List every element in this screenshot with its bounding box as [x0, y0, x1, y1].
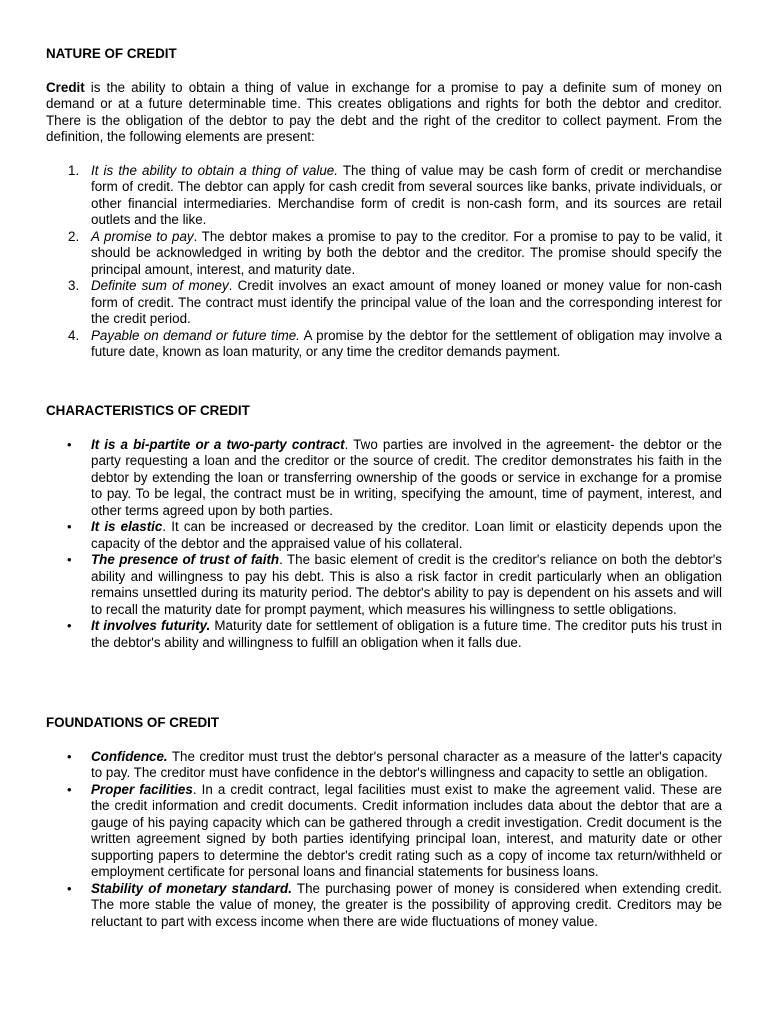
bullet-icon: •	[67, 519, 72, 534]
item-lead: A promise to pay	[91, 228, 194, 244]
item-text: Maturity date for settlement of obligation is a future time. The creditor puts his trust in the debtor's ability and willingness to fulfill an obligation when it falls due.	[91, 618, 722, 650]
item-text: . In a credit contract, legal facilities must exist to make the agreement valid. These are the credit information and credit documents. Credit information includes data about the debtor that are a gauge of his paying capacity which can be gathered through a credit investigation. Credit document is the written agreement signed by both parties identifying principal loan, interest, and maturity date or other supporting papers to determine the debtor's credit rating such as a copy of income tax return/withheld or employment certificate for personal loans and financial statements for business loans.	[91, 781, 722, 879]
bullet-icon: •	[67, 552, 72, 567]
item-number: 3.	[68, 278, 80, 293]
nature-intro	[46, 80, 722, 146]
list-item	[46, 278, 722, 328]
item-lead: Stability of monetary standard.	[91, 880, 292, 896]
item-lead: Payable on demand or future time.	[91, 327, 300, 343]
item-lead: Proper facilities	[91, 781, 193, 797]
item-text: A promise by the debtor for the settlement of obligation may involve a future date, known as loan maturity, or any time the creditor demands payment.	[91, 327, 722, 359]
foundations-list	[46, 749, 722, 931]
characteristics-list	[46, 437, 722, 652]
item-lead: Confidence.	[91, 748, 168, 764]
characteristics-heading: CHARACTERISTICS OF CREDIT	[46, 403, 250, 418]
item-text: . The debtor makes a promise to pay to the creditor. For a promise to pay to be valid, it should be acknowledged in writing by both the debtor and the creditor. The promise should specify the principal amount, interest, and maturity date.	[91, 228, 723, 277]
item-number: 2.	[68, 228, 80, 244]
item-lead: It is the ability to obtain a thing of value.	[91, 162, 338, 178]
item-lead: It involves futurity.	[91, 618, 211, 633]
list-item	[46, 437, 722, 520]
bullet-icon: •	[67, 436, 72, 452]
bullet-icon: •	[67, 781, 72, 797]
bullet-icon: •	[67, 880, 72, 896]
item-text: The thing of value may be cash form of credit or merchandise form of credit. The debtor can apply for cash credit from several sources like banks, private individuals, or other financial intermediaries. Merchandise form of credit is non-cash form, and its sources are retail outlets and the like.	[91, 162, 723, 227]
nature-section	[46, 46, 722, 361]
list-item	[46, 749, 722, 782]
item-text: The purchasing power of money is considered when extending credit. The more stable the value of money, the greater is the possibility of approving credit. Creditors may be reluctant to part with excess income when there are wide fluctuations of money value.	[91, 880, 723, 929]
item-text: . Credit involves an exact amount of money loaned or money value for non-cash form of credit. The contract must identify the principal value of the loan and the corresponding interest for the credit period.	[91, 278, 722, 326]
bullet-icon: •	[67, 618, 72, 633]
foundations-section	[46, 715, 722, 930]
item-lead: It is a bi-partite or a two-party contract	[91, 436, 345, 452]
list-item	[46, 552, 722, 618]
list-item	[46, 328, 722, 361]
list-item	[46, 881, 722, 931]
item-number: 1.	[68, 162, 80, 178]
nature-list	[46, 163, 722, 361]
item-text: . Two parties are involved in the agreement- the debtor or the party requesting a loan and the creditor or the source of credit. The creditor demonstrates his faith in the debtor by extending the loan or transferring ownership of the goods or service in exchange for a promise to pay. To be legal, the contract must be in writing, specifying the amount, time of payment, interest, and other terms agreed upon by both parties.	[91, 436, 722, 518]
item-text: The creditor must trust the debtor's personal character as a measure of the latter's capacity to pay. The creditor must have confidence in the debtor's willingness and capacity to settle an obligation.	[91, 748, 722, 780]
item-number: 4.	[68, 327, 80, 343]
item-lead: The presence of trust of faith	[91, 552, 280, 567]
list-item	[46, 163, 722, 229]
bullet-icon: •	[67, 748, 72, 764]
intro-text: is the ability to obtain a thing of value in exchange for a promise to pay a definite sum of money on demand or at a future determinable time. This creates obligations and rights for both the debtor and creditor. There is the obligation of the debtor to pay the debt and the right of the creditor to collect payment. From the definition, the following elements are present:	[46, 79, 722, 144]
item-text: . It can be increased or decreased by the creditor. Loan limit or elasticity depends upon the capacity of the debtor and the appraised value of his collateral.	[91, 519, 723, 551]
characteristics-section	[46, 403, 722, 651]
list-item	[46, 618, 722, 651]
list-item	[46, 782, 722, 881]
foundations-heading: FOUNDATIONS OF CREDIT	[46, 715, 220, 730]
item-lead: It is elastic	[91, 519, 163, 534]
list-item	[46, 519, 722, 552]
list-item	[46, 229, 722, 279]
item-text: . The basic element of credit is the creditor's reliance on both the debtor's ability and willingness to pay his debt. This is also a risk factor in credit particularly when an obligation remains unsettled during its maturity period. The debtor's ability to pay is dependent on his assets and will to recall the maturity date for prompt payment, which measures his willingness to settle obligations.	[91, 552, 722, 617]
nature-heading: NATURE OF CREDIT	[46, 46, 177, 61]
intro-term: Credit	[46, 79, 85, 95]
item-lead: Definite sum of money	[91, 278, 229, 293]
